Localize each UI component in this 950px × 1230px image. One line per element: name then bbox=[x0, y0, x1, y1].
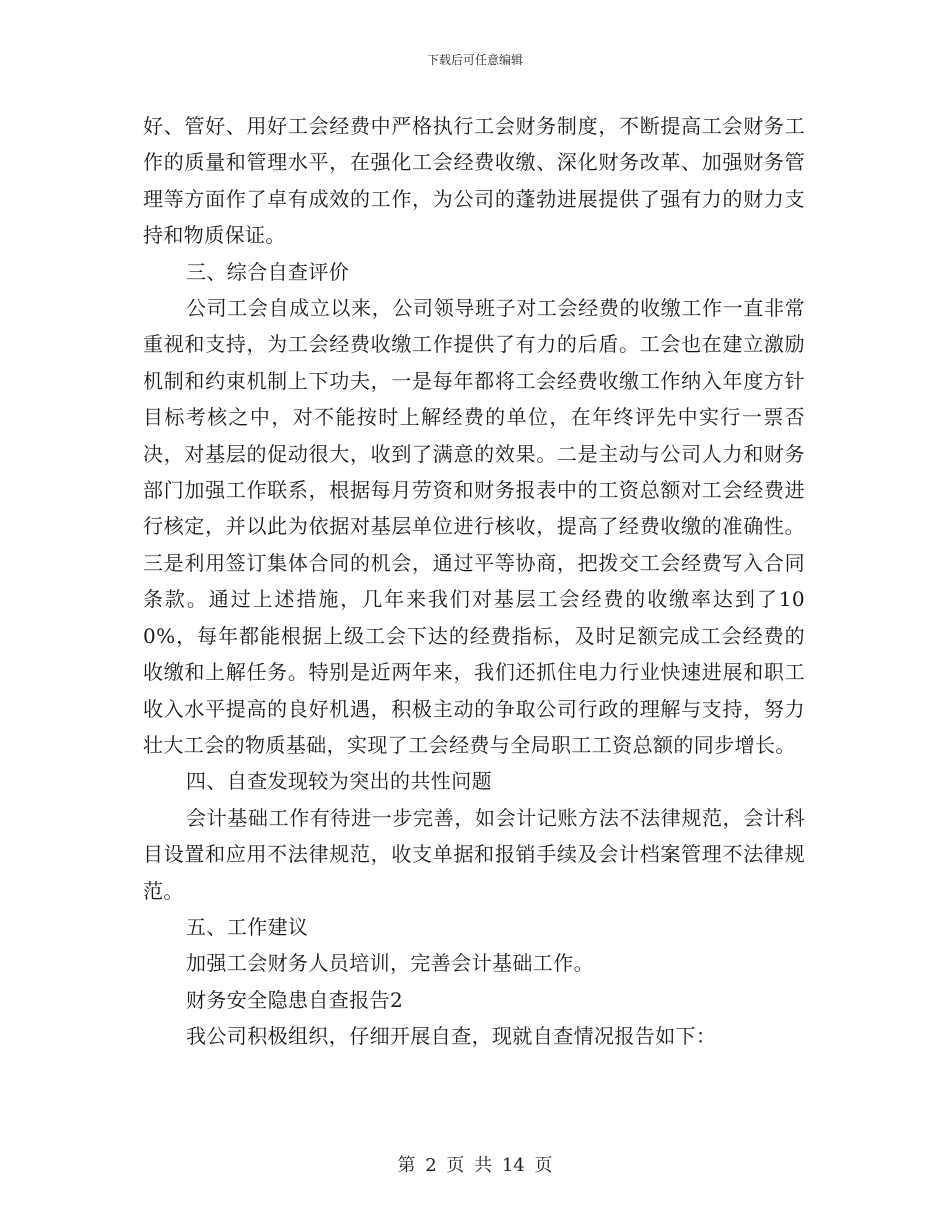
document-body bbox=[143, 108, 805, 1055]
body-paragraph: 加强工会财务人员培训，完善会计基础工作。 bbox=[186, 951, 594, 976]
section-heading-4: 四、自查发现较为突出的共性问题 bbox=[186, 769, 492, 794]
body-paragraph: 好、管好、用好工会经费中严格执行工会财务制度，不断提高工会财务工作的质量和管理水平，在强化工会经费收缴、深化财务改革、加强财务管理等方面作了卓有成效的工作，为公司的蓬勃进展提供了强有力的财力支持和物质保证。 bbox=[143, 114, 805, 248]
body-paragraph: 会计基础工作有待进一步完善，如会计记账方法不法律规范，会计科目设置和应用不法律规范，收支单据和报销手续及会计档案管理不法律规范。 bbox=[143, 805, 805, 903]
page-header: 下载后可任意编辑 bbox=[426, 53, 523, 67]
section-heading-5: 五、工作建议 bbox=[186, 914, 309, 939]
page-number: 第 2 页 共 14 页 bbox=[397, 1155, 553, 1176]
body-paragraph: 我公司积极组织，仔细开展自查，现就自查情况报告如下： bbox=[186, 1024, 717, 1049]
report-title: 财务安全隐患自查报告2 bbox=[186, 987, 404, 1012]
section-heading-3: 三、综合自查评价 bbox=[186, 259, 350, 284]
body-paragraph: 公司工会自成立以来，公司领导班子对工会经费的收缴工作一直非常重视和支持，为工会经费收缴工作提供了有力的后盾。工会也在建立激励机制和约束机制上下功夫，一是每年都将工会经费收缴工作纳入年度方针目标考核之中，对不能按时上解经费的单位，在年终评先中实行一票否决，对基层的促动很大，收到了满意的效果。二是主动与公司人力和财务部门加强工作联系，根据每月劳资和财务报表中的工资总额对工会经费进行核定，并以此为依据对基层单位进行核收，提高了经费收缴的准确性。三是利用签订集体合同的机会，通过平等协商，把拨交工会经费写入合同条款。通过上述措施，几年来我们对基层工会经费的收缴率达到了100%，每年都能根据上级工会下达的经费指标，及时足额完成工会经费的收缴和上解任务。特别是近两年来，我们还抓住电力行业快速进展和职工收入水平提高的良好机遇，积极主动的争取公司行政的理解与支持，努力壮大工会的物质基础，实现了工会经费与全局职工工资总额的同步增长。 bbox=[143, 296, 805, 757]
